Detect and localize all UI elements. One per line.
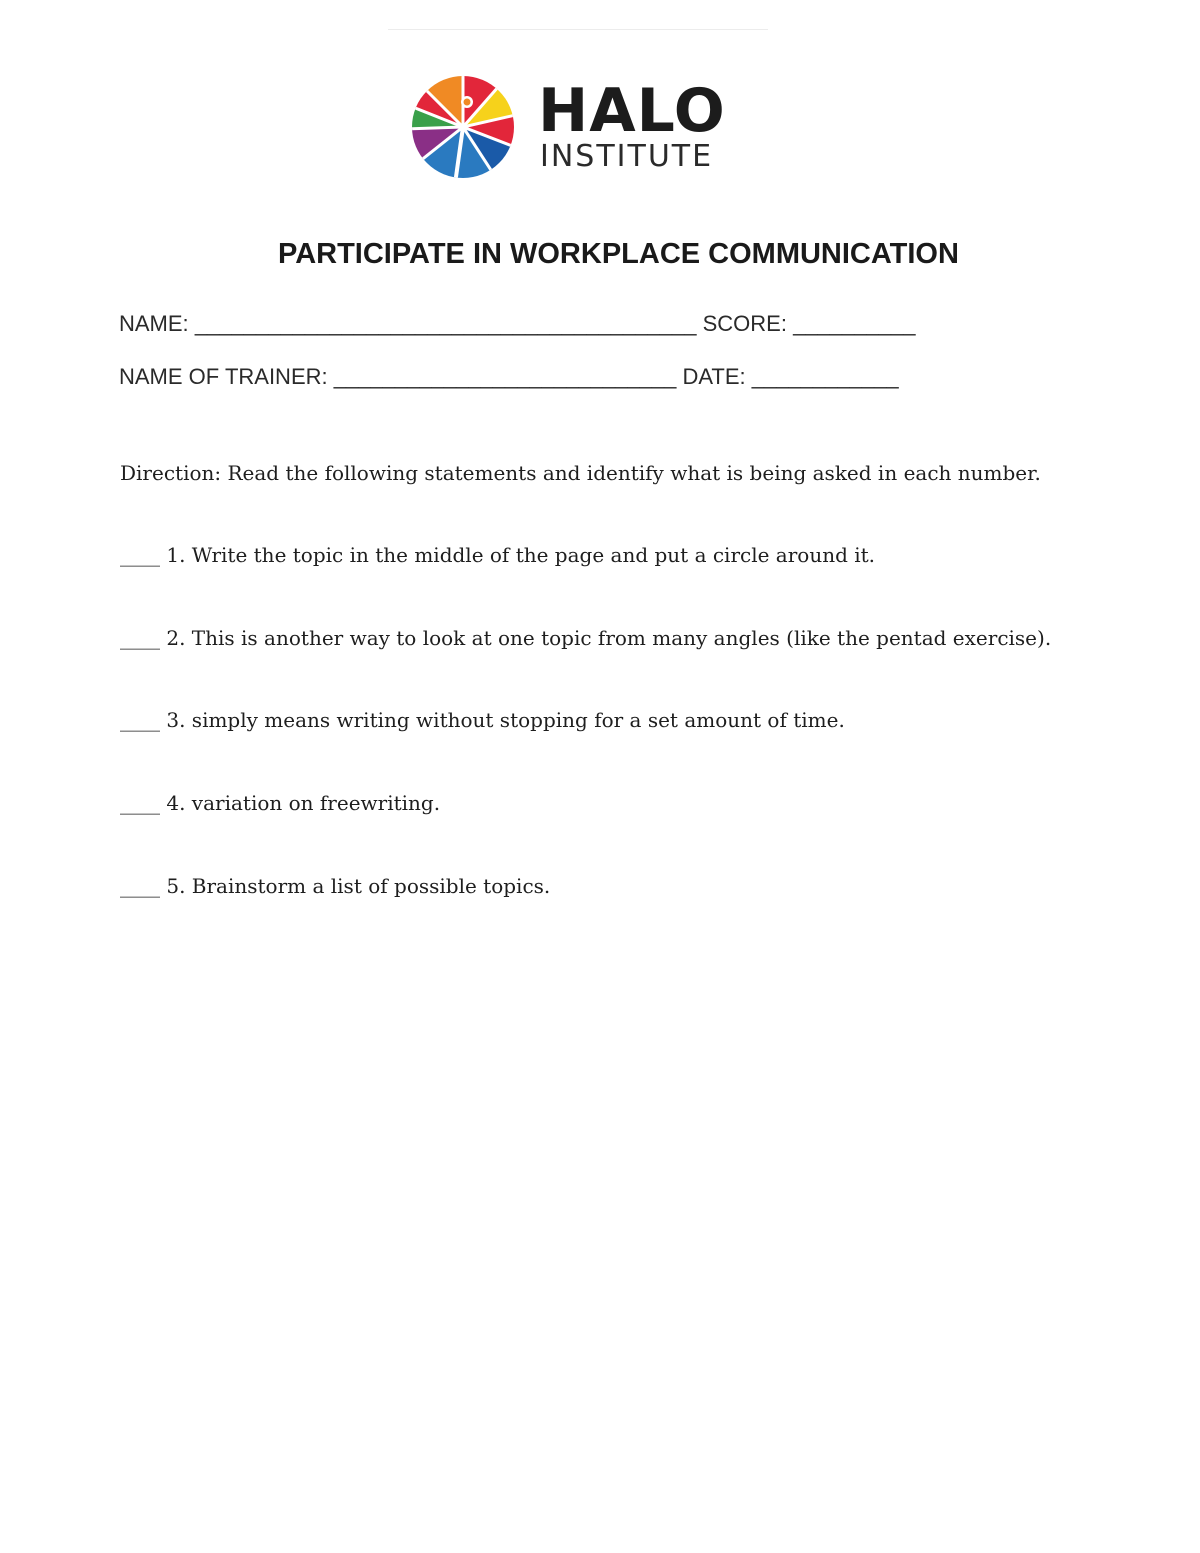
answer-blank: ____ (120, 543, 160, 567)
page-title: PARTICIPATE IN WORKPLACE COMMUNICATION (278, 238, 959, 270)
logo-wordmark: HALO (538, 76, 726, 146)
answer-blank: ____ (120, 708, 160, 732)
score-blank: __________ (793, 311, 916, 336)
question-item (120, 706, 1080, 734)
question-text: 5. Brainstorm a list of possible topics. (166, 874, 551, 898)
question-text: 2. This is another way to look at one topic from many angles (like the pentad exercise). (166, 626, 1052, 650)
direction-text: Direction: Read the following statements and identify what is being asked in each number. (120, 461, 1041, 485)
score-label: SCORE: (702, 311, 787, 336)
name-score-row (119, 310, 1019, 338)
trainer-blank: ____________________________ (333, 364, 677, 389)
answer-blank: ____ (120, 874, 160, 898)
question-item (120, 872, 1080, 900)
date-label: DATE: (682, 364, 746, 389)
trainer-label: NAME OF TRAINER: (119, 364, 328, 389)
date-blank: ____________ (751, 364, 899, 389)
question-item (120, 541, 1080, 569)
answer-blank: ____ (120, 626, 160, 650)
trainer-date-row (119, 363, 1019, 391)
question-item (120, 789, 1080, 817)
question-text: 3. simply means writing without stopping for a set amount of time. (166, 708, 845, 732)
halo-institute-logo (410, 74, 740, 182)
name-blank: _________________________________________ (194, 311, 697, 336)
question-item (120, 624, 1080, 652)
name-label: NAME: (119, 311, 189, 336)
answer-blank: ____ (120, 791, 160, 815)
halo-logo-icon (410, 74, 516, 180)
header-rule (388, 29, 768, 30)
question-text: 1. Write the topic in the middle of the page and put a circle around it. (166, 543, 876, 567)
logo-subtitle: INSTITUTE (540, 139, 714, 174)
question-text: 4. variation on freewriting. (166, 791, 441, 815)
